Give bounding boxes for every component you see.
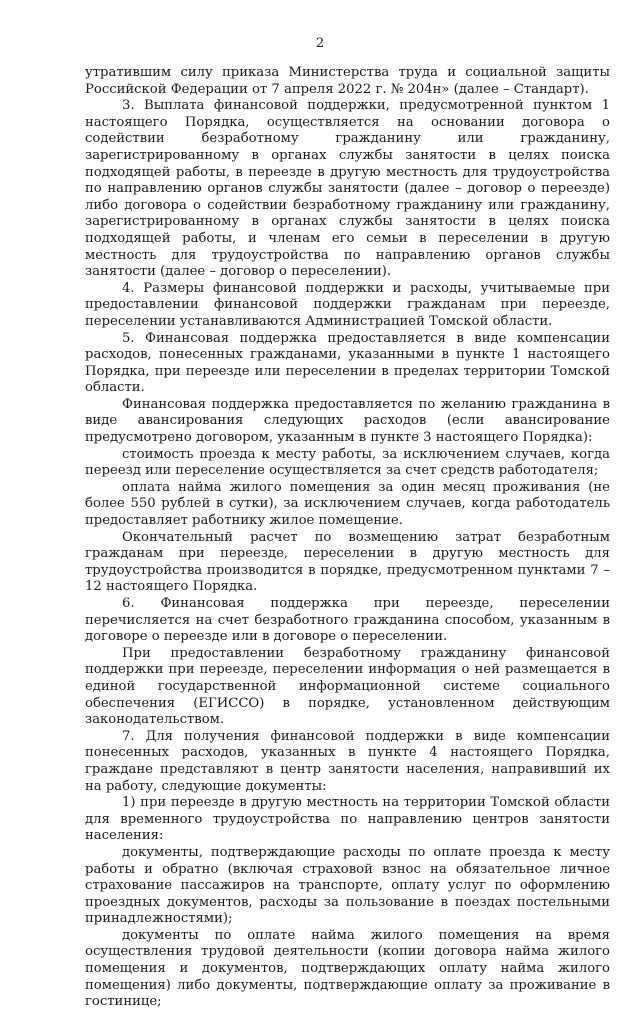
document-body xyxy=(85,65,610,1011)
paragraph-item-3: 3. Выплата финансовой поддержки, предусмотренной пунктом 1 настоящего Порядка, осуществляется на основании договора о содействии безработному гражданину или гражданину, зарегистрированному в органах службы занятости в целях поиска подходящей работы, в переезде в другую местность для трудоустройства по направлению органов службы занятости (далее – договор о переезде) либо договора о содействии безработному гражданину или гражданину, зарегистрированному в органах службы занятости в целях поиска подходящей работы, и членам его семьи в переселении в другую местность для трудоустройства по направлению органов службы занятости (далее – договор о переселении). xyxy=(85,98,610,280)
paragraph-housing-cost: оплата найма жилого помещения за один месяц проживания (не более 550 рублей в сутки), за исключением случаев, когда работодатель предоставляет работнику жилое помещение. xyxy=(85,479,610,529)
paragraph-egisso: При предоставлении безработному гражданину финансовой поддержки при переезде, переселении информация о ней размещается в единой государственной информационной системе социального обеспечения (ЕГИССО) в порядке, установленном действующим законодательством. xyxy=(85,645,610,728)
paragraph-subitem-1: 1) при переезде в другую местность на территории Томской области для временного трудоустройства по направлению центров занятости населения: xyxy=(85,795,610,844)
paragraph-travel-documents: документы, подтверждающие расходы по оплате проезда к месту работы и обратно (включая страховой взнос на обязательное личное страхование пассажиров на транспорте, оплату услуг по оформлению проездных документов, расходы за пользование в поездах постельными принадлежностями); xyxy=(85,844,610,927)
paragraph-item-5: 5. Финансовая поддержка предоставляется в виде компенсации расходов, понесенных гражданами, указанными в пункте 1 настоящего Порядка, при переезде или переселении в пределах территории Томской области. xyxy=(85,330,610,396)
paragraph-continuation: утратившим силу приказа Министерства труда и социальной защиты Российской Федерации от 7 апреля 2022 г. № 204н» (далее – Стандарт). xyxy=(85,65,610,97)
paragraph-final-settlement: Окончательный расчет по возмещению затрат безработным гражданам при переезде, переселении в другую местность для трудоустройства производится в порядке, предусмотренном пунктами 7 – 12 настоящего Порядка. xyxy=(85,529,610,595)
paragraph-housing-documents: документы по оплате найма жилого помещения на время осуществления трудовой деятельности (копии договора найма жилого помещения и документов, подтверждающих оплату найма жилого помещения) либо документы, подтверждающие оплату за проживание в гостинице; xyxy=(85,927,610,1010)
paragraph-item-4: 4. Размеры финансовой поддержки и расходы, учитываемые при предоставлении финансовой поддержки гражданам при переезде, переселении устанавливаются Администрацией Томской области. xyxy=(85,280,610,329)
paragraph-item-7: 7. Для получения финансовой поддержки в виде компенсации понесенных расходов, указанных в пункте 4 настоящего Порядка, граждане представляют в центр занятости населения, направивший их на работу, следующие документы: xyxy=(85,728,610,794)
page-number: 2 xyxy=(315,36,325,51)
paragraph-item-6: 6. Финансовая поддержка при переезде, переселении перечисляется на счет безработного гражданина способом, указанным в договоре о переезде или в договоре о переселении. xyxy=(85,596,610,645)
paragraph-travel-cost: стоимость проезда к месту работы, за исключением случаев, когда переезд или переселение осуществляется за счет средств работодателя; xyxy=(85,446,610,479)
paragraph-advance-intro: Финансовая поддержка предоставляется по желанию гражданина в виде авансирования следующих расходов (если авансирование предусмотрено договором, указанным в пункте 3 настоящего Порядка): xyxy=(85,396,610,446)
